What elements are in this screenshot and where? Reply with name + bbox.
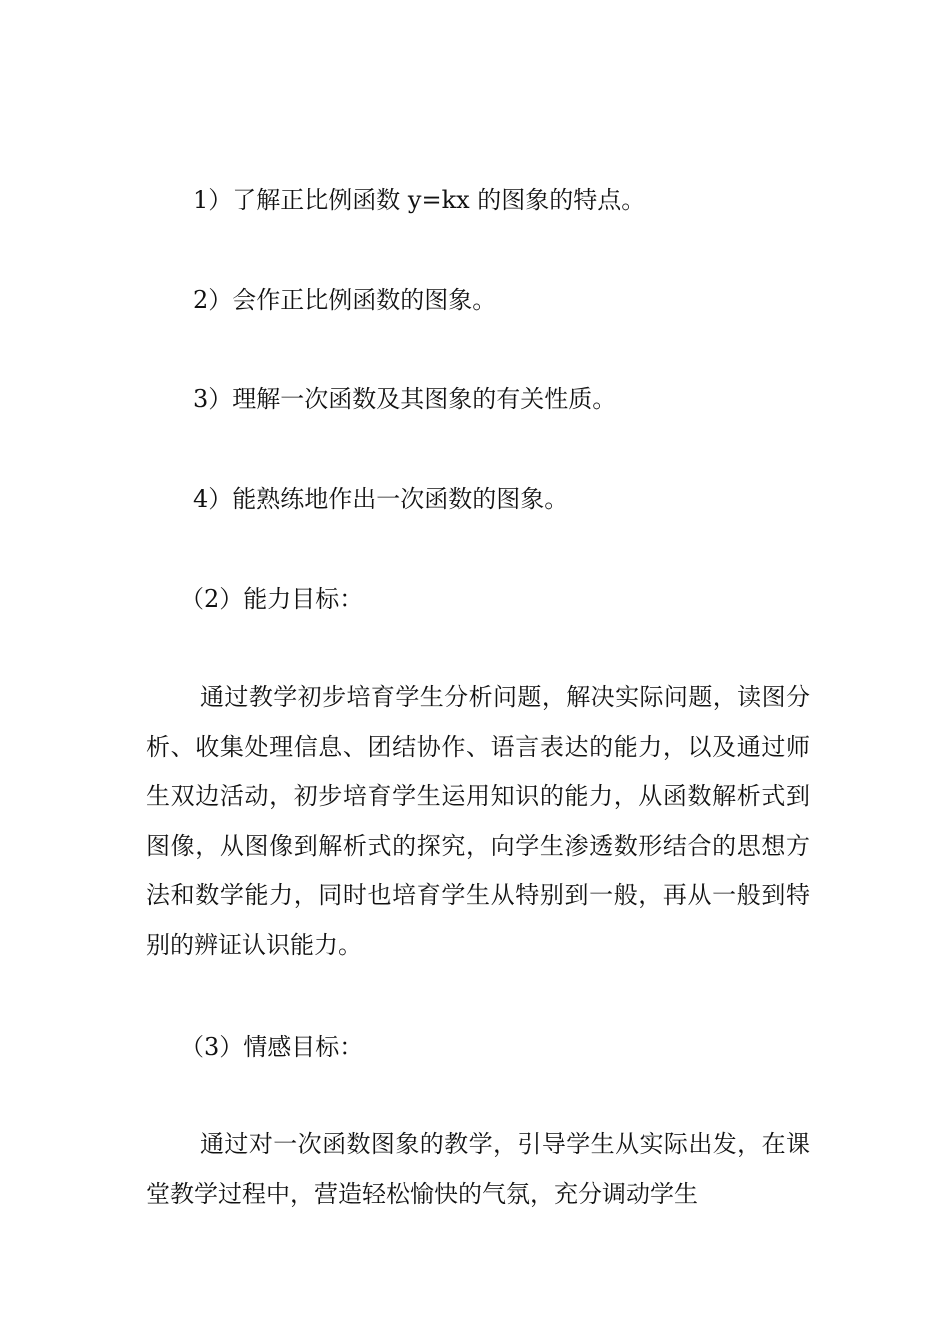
ability-paragraph: 通过教学初步培育学生分析问题，解决实际问题，读图分析、收集处理信息、团结协作、语言表达的能力，以及通过师生双边活动，初步培育学生运用知识的能力，从函数解析式到图像，从图像到解析式的探究，向学生渗透数形结合的思想方法和数学能力，同时也培育学生从特别到一般，再从一般到特别的辨证认识能力。 — [146, 683, 810, 959]
emotion-heading: （3）情感目标： — [180, 1033, 364, 1061]
objective-item-3: 3）理解一次函数及其图象的有关性质。 — [193, 385, 617, 413]
ability-heading: （2）能力目标： — [180, 585, 364, 613]
emotion-paragraph: 通过对一次函数图象的教学，引导学生从实际出发，在课堂教学过程中，营造轻松愉快的气氛，充分调动学生 — [146, 1130, 810, 1208]
objective-item-1: 1）了解正比例函数 y=kx 的图象的特点。 — [193, 186, 646, 214]
objective-item-2: 2）会作正比例函数的图象。 — [193, 286, 497, 314]
objective-item-4: 4）能熟练地作出一次函数的图象。 — [193, 485, 569, 513]
